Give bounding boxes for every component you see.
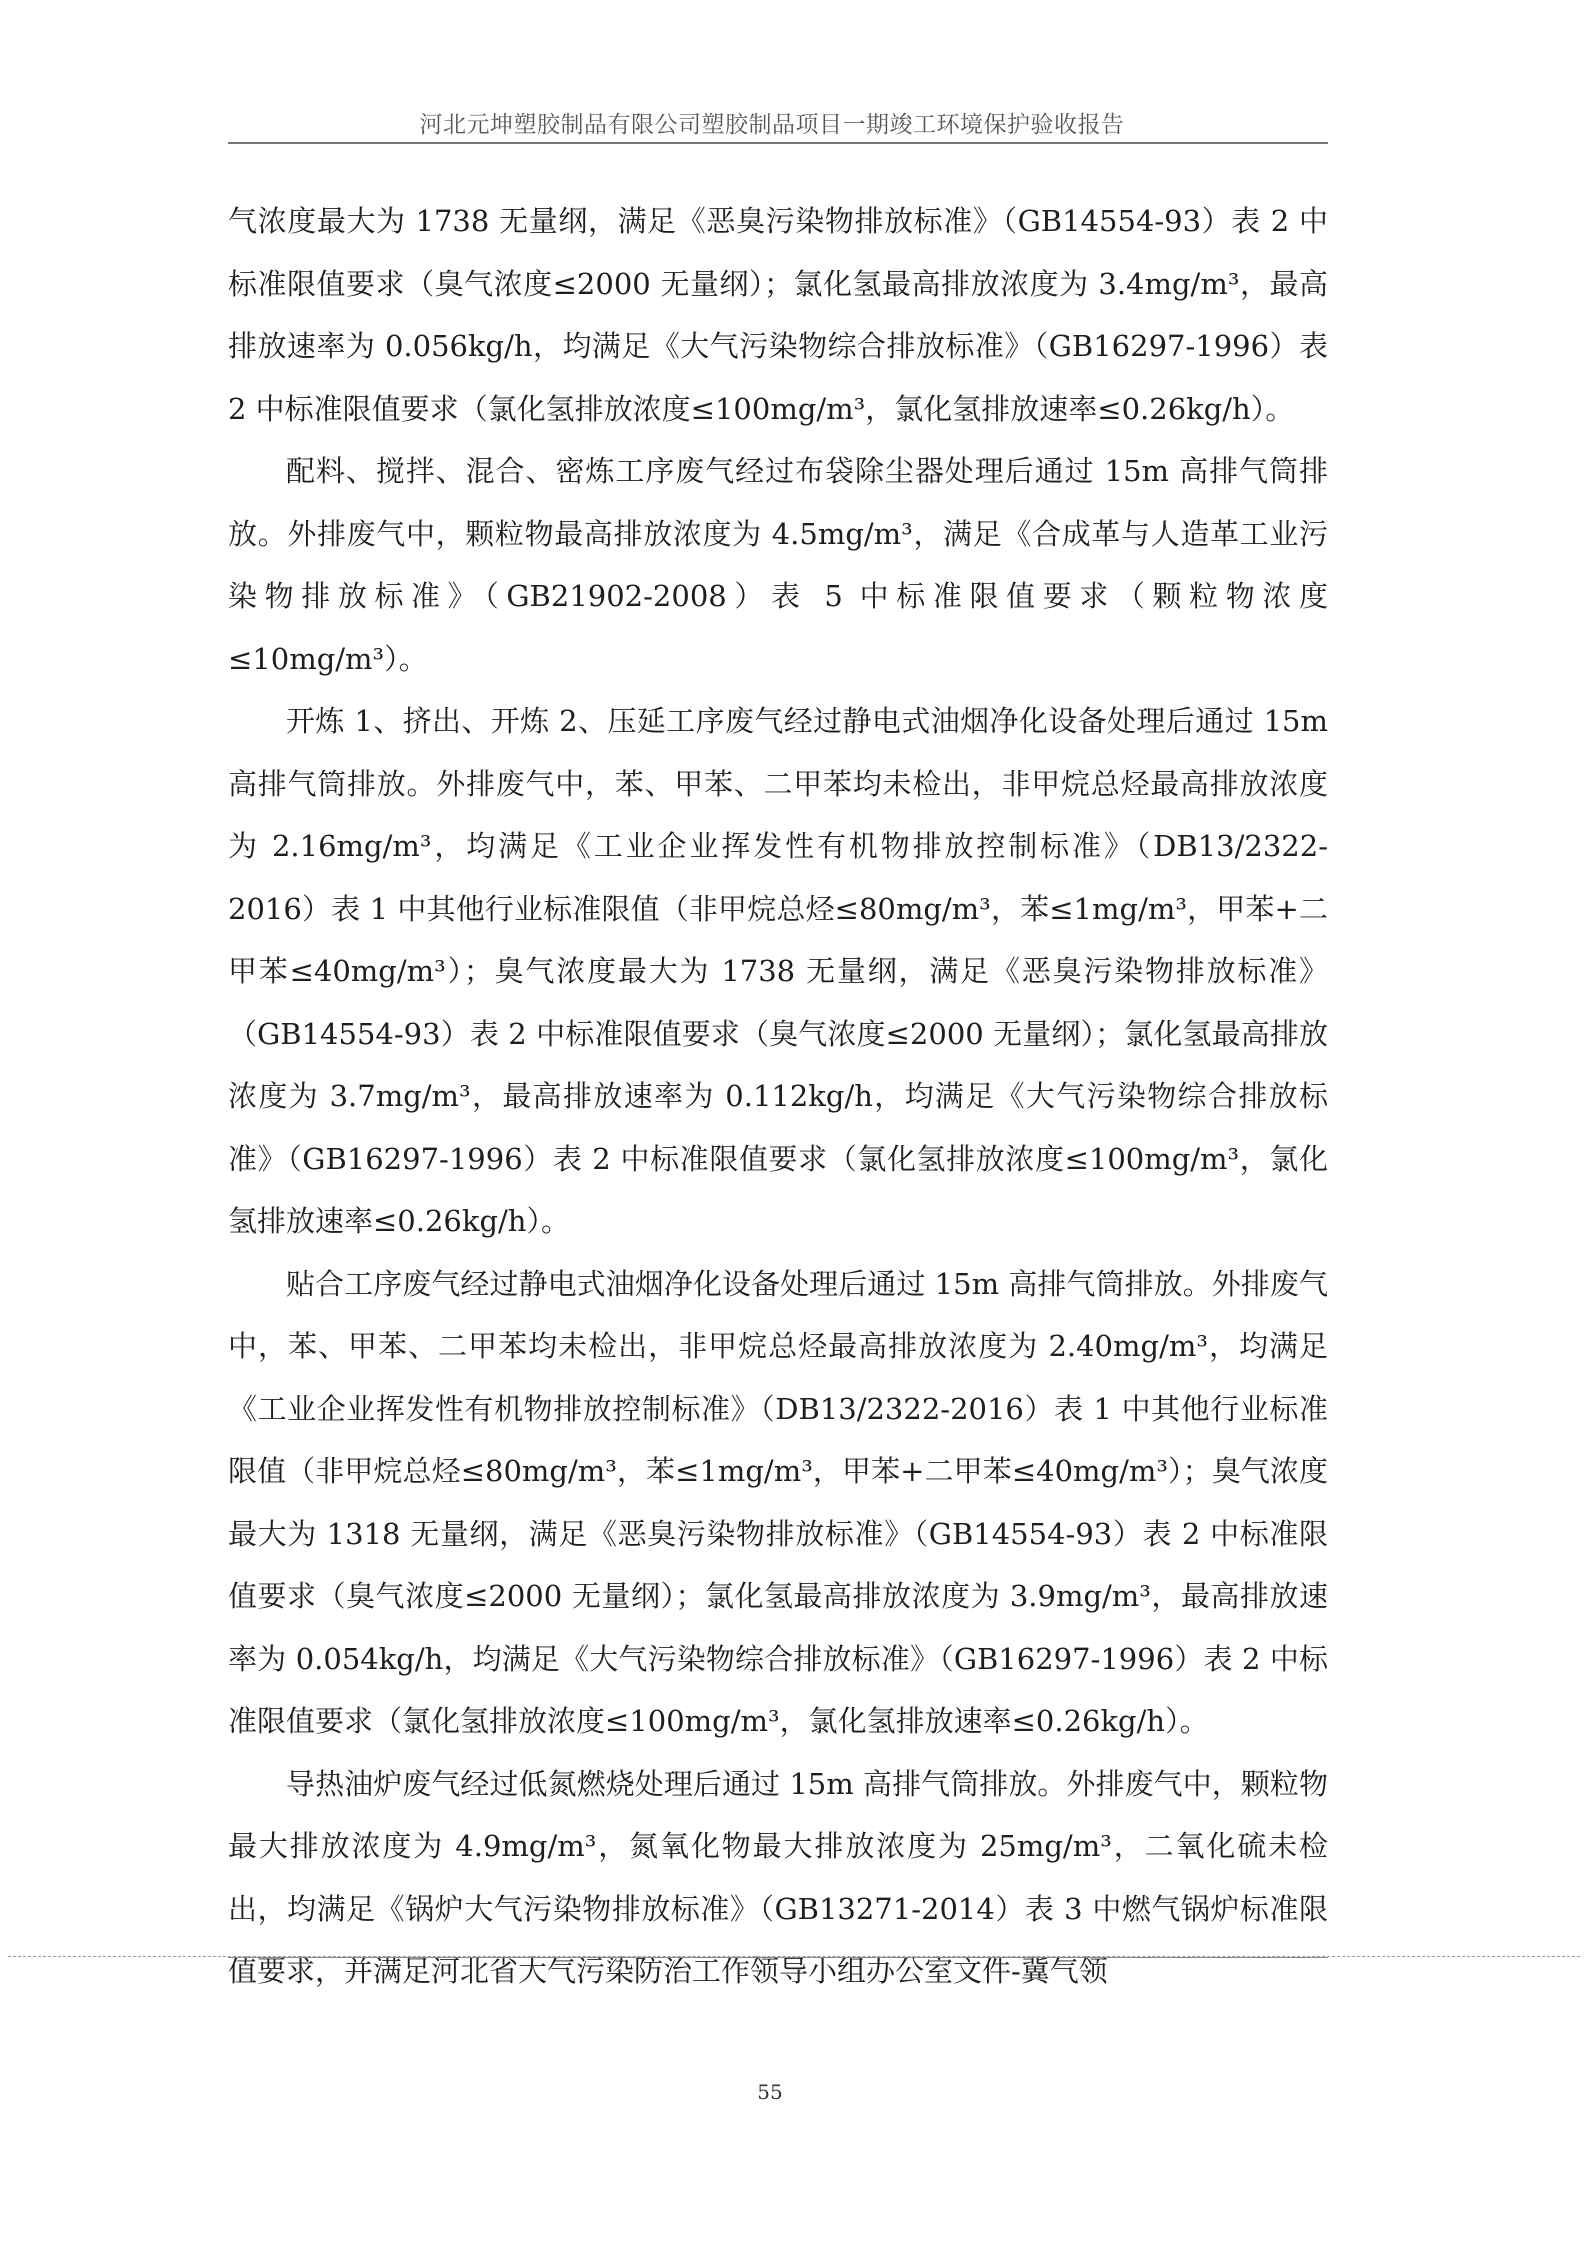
page-header: 河北元坤塑胶制品有限公司塑胶制品项目一期竣工环境保护验收报告 [419, 112, 1125, 138]
header-divider [228, 142, 1328, 144]
paragraph-mill-extrusion: 开炼 1、挤出、开炼 2、压延工序废气经过静电式油烟净化设备处理后通过 15m 高排气筒排放。外排废气中，苯、甲苯、二甲苯均未检出，非甲烷总烃最高排放浓度为 2.16mg/m³，均满足《工业企业挥发性有机物排放控制标准》（DB13/2322-2016）表 1 中其他行业标准限值（非甲烷总烃≤80mg/m³，苯≤1mg/m³，甲苯+二甲苯≤40mg/m³）；臭气浓度最大为 1738 无量纲，满足《恶臭污染物排放标准》（GB14554-93）表 2 中标准限值要求（臭气浓度≤2000 无量纲）；氯化氢最高排放浓度为 3.7mg/m³，最高排放速率为 0.112kg/h，均满足《大气污染物综合排放标准》（GB16297-1996）表 2 中标准限值要求（氯化氢排放浓度≤100mg/m³，氯化氢排放速率≤0.26kg/h）。 [228, 704, 1328, 1238]
paragraph-oil-furnace: 导热油炉废气经过低氮燃烧处理后通过 15m 高排气筒排放。外排废气中，颗粒物最大排放浓度为 4.9mg/m³，氮氧化物最大排放浓度为 25mg/m³，二氧化硫未检出，均满足《锅炉大气污染物排放标准》（GB13271-2014）表 3 中燃气锅炉标准限值要求，并满足河北省大气污染防治工作领导小组办公室文件-冀气领 [228, 1766, 1328, 1988]
paragraph-lamination: 贴合工序废气经过静电式油烟净化设备处理后通过 15m 高排气筒排放。外排废气中，苯、甲苯、二甲苯均未检出，非甲烷总烃最高排放浓度为 2.40mg/m³，均满足《工业企业挥发性有机物排放控制标准》（DB13/2322-2016）表 1 中其他行业标准限值（非甲烷总烃≤80mg/m³，苯≤1mg/m³，甲苯+二甲苯≤40mg/m³）；臭气浓度最大为 1318 无量纲，满足《恶臭污染物排放标准》（GB14554-93）表 2 中标准限值要求（臭气浓度≤2000 无量纲）；氯化氢最高排放浓度为 3.9mg/m³，最高排放速率为 0.054kg/h，均满足《大气污染物综合排放标准》（GB16297-1996）表 2 中标准限值要求（氯化氢排放浓度≤100mg/m³，氯化氢排放速率≤0.26kg/h）。 [228, 1266, 1328, 1738]
page-number: 55 [757, 2080, 783, 2104]
paragraph-continuation: 气浓度最大为 1738 无量纲，满足《恶臭污染物排放标准》（GB14554-93）表 2 中标准限值要求（臭气浓度≤2000 无量纲）；氯化氢最高排放浓度为 3.4mg/m³，最高排放速率为 0.056kg/h，均满足《大气污染物综合排放标准》（GB16297-1996）表 2 中标准限值要求（氯化氢排放浓度≤100mg/m³，氯化氢排放速率≤0.26kg/h）。 [228, 204, 1328, 426]
paragraph-mixing-dust: 配料、搅拌、混合、密炼工序废气经过布袋除尘器处理后通过 15m 高排气筒排放。外排废气中，颗粒物最高排放浓度为 4.5mg/m³，满足《合成革与人造革工业污染物排放标准》（GB21902-2008）表 5 中标准限值要求（颗粒物浓度≤10mg/m³）。 [228, 454, 1328, 676]
document-body [228, 190, 1328, 2003]
footer-divider [228, 1957, 1328, 1958]
